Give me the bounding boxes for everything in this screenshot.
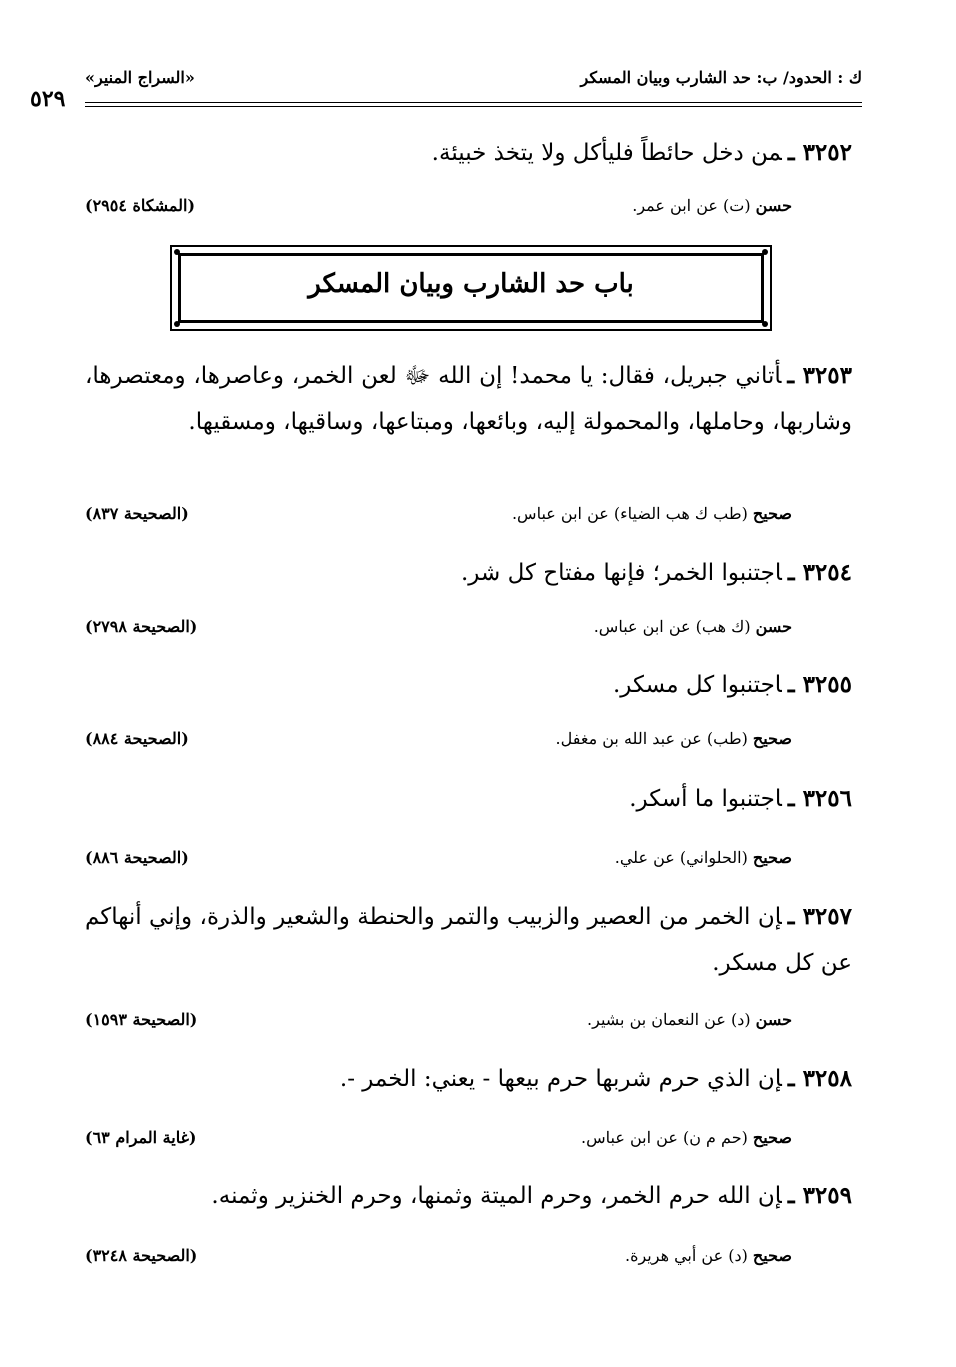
hadith-grade: حسن	[755, 1010, 792, 1029]
hadith-number: ٣٢٥٩ ـ	[787, 1182, 852, 1209]
hadith-number: ٣٢٥٦ ـ	[787, 785, 852, 812]
hadith-source: (د) عن أبي هريرة.	[624, 1246, 748, 1265]
hadith-reference: (الصحيحة ٨٨٤)	[85, 729, 189, 748]
header-rule	[85, 102, 862, 103]
hadith-source-row	[85, 617, 852, 645]
hadith-3252	[85, 130, 852, 176]
hadith-reference: (غاية المرام ٦٣)	[85, 1128, 197, 1147]
hadith-3254	[85, 550, 852, 596]
hadith-grade: حسن	[755, 617, 792, 636]
hadith-source-row	[85, 1246, 852, 1274]
hadith-grade: صحيح	[752, 848, 792, 867]
header-rule-secondary	[85, 106, 862, 107]
hadith-3259	[85, 1173, 852, 1219]
hadith-3256	[85, 776, 852, 822]
hadith-source: (طب) عن عبد الله بن مغفل.	[555, 729, 748, 748]
hadith-source-row	[85, 1010, 852, 1038]
hadith-number: ٣٢٥٤ ـ	[787, 559, 852, 586]
hadith-source-row	[85, 196, 852, 224]
hadith-text: اجتنبوا الخمر؛ فإنها مفتاح كل شر.	[461, 560, 782, 586]
frame-ornament	[174, 249, 180, 255]
hadith-grade: صحيح	[752, 1128, 792, 1147]
hadith-text: اجتنبوا كل مسكر.	[612, 672, 782, 698]
hadith-text: أتاني جبريل، فقال: يا محمد! إن الله ﷻ لعن الخمر، وعاصرها، ومعتصرها، وشاربها، وحاملها، والمحمولة إليه، وبائعها، ومبتاعها، وساقيها، ومسقيها.	[85, 363, 852, 435]
hadith-text: إن الخمر من العصير والزبيب والتمر والحنطة والشعير والذرة، وإني أنهاكم عن كل مسكر.	[85, 904, 852, 976]
page-number: ٥٢٩	[30, 86, 66, 112]
hadith-grade: صحيح	[752, 1246, 792, 1265]
chapter-heading-box	[170, 245, 772, 331]
hadith-source: (طب ك هب الضياء) عن ابن عباس.	[511, 504, 748, 523]
chapter-title: باب حد الشارب وبيان المسكر	[308, 269, 634, 299]
hadith-grade: صحيح	[752, 729, 792, 748]
hadith-grade: صحيح	[752, 504, 792, 523]
hadith-number: ٣٢٥٧ ـ	[787, 903, 852, 930]
hadith-reference: (الصحيحة ٨٣٧)	[85, 504, 189, 523]
hadith-number: ٣٢٥٨ ـ	[787, 1065, 852, 1092]
frame-ornament	[762, 321, 768, 327]
header-book-title: «السراج المنير»	[85, 68, 195, 87]
frame-ornament	[174, 321, 180, 327]
hadith-3258	[85, 1056, 852, 1102]
hadith-reference: (الصحيحة ١٥٩٣)	[85, 1010, 198, 1029]
hadith-number: ٣٢٥٢ ـ	[787, 139, 852, 166]
hadith-reference: (الصحيحة ٢٧٩٨)	[85, 617, 198, 636]
hadith-source-row	[85, 504, 852, 532]
hadith-reference: (الصحيحة ٣٢٤٨)	[85, 1246, 198, 1265]
hadith-source-row	[85, 729, 852, 757]
running-header	[85, 68, 862, 98]
hadith-number: ٣٢٥٣ ـ	[787, 362, 852, 389]
hadith-reference: (المشكاة ٢٩٥٤)	[85, 196, 196, 215]
frame-ornament	[762, 249, 768, 255]
hadith-reference: (الصحيحة ٨٨٦)	[85, 848, 189, 867]
hadith-source: (حم م ن) عن ابن عباس.	[581, 1128, 748, 1147]
hadith-source: (د) عن النعمان بن بشير.	[587, 1010, 751, 1029]
hadith-text: من دخل حائطاً فليأكل ولا يتخذ خبيئة.	[431, 140, 782, 166]
hadith-text: إن الذي حرم شربها حرم بيعها - يعني: الخمر -.	[339, 1066, 782, 1092]
hadith-source: (ت) عن ابن عمر.	[632, 196, 751, 215]
hadith-text: إن الله حرم الخمر، وحرم الميتة وثمنها، وحرم الخنزير وثمنه.	[211, 1183, 782, 1209]
hadith-3257	[85, 894, 852, 986]
hadith-3253	[85, 353, 852, 445]
hadith-source: (ك هب) عن ابن عباس.	[593, 617, 751, 636]
hadith-source: (الحلواني) عن علي.	[614, 848, 748, 867]
hadith-source-row	[85, 1128, 852, 1156]
hadith-3255	[85, 662, 852, 708]
hadith-text: اجتنبوا ما أسكر.	[629, 786, 782, 812]
hadith-source-row	[85, 848, 852, 876]
hadith-grade: حسن	[755, 196, 792, 215]
header-chapter-ref: ك : الحدود/ ب: حد الشارب وبيان المسكر	[580, 68, 862, 87]
hadith-number: ٣٢٥٥ ـ	[787, 671, 852, 698]
